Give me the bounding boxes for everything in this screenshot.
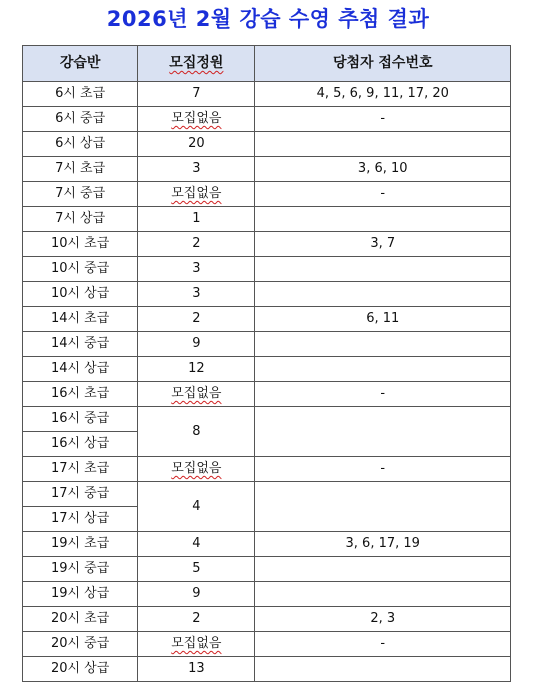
class-cell: 17시 중급 bbox=[23, 482, 138, 507]
table-row bbox=[23, 257, 511, 282]
table-row bbox=[23, 357, 511, 382]
page-title: 2026년 2월 강습 수영 추첨 결과 bbox=[106, 7, 430, 31]
class-cell: 7시 상급 bbox=[23, 207, 138, 232]
quota-cell: 13 bbox=[138, 657, 255, 682]
class-cell: 7시 초급 bbox=[23, 157, 138, 182]
class-cell: 14시 상급 bbox=[23, 357, 138, 382]
table-row bbox=[23, 207, 511, 232]
header-class: 강습반 bbox=[23, 46, 138, 82]
quota-none-label: 모집없음 bbox=[171, 461, 222, 476]
class-cell: 20시 중급 bbox=[23, 632, 138, 657]
winners-cell: 3, 6, 17, 19 bbox=[255, 532, 511, 557]
class-cell: 7시 중급 bbox=[23, 182, 138, 207]
winners-cell bbox=[255, 257, 511, 282]
quota-cell: 8 bbox=[138, 407, 255, 457]
quota-none-label: 모집없음 bbox=[171, 636, 222, 651]
quota-cell: 20 bbox=[138, 132, 255, 157]
winners-cell bbox=[255, 207, 511, 232]
quota-none-label: 모집없음 bbox=[171, 386, 222, 401]
lottery-results-table bbox=[22, 45, 511, 682]
winners-cell: - bbox=[255, 632, 511, 657]
quota-cell: 3 bbox=[138, 257, 255, 282]
quota-cell bbox=[138, 632, 255, 657]
table-row bbox=[23, 107, 511, 132]
winners-cell: 4, 5, 6, 9, 11, 17, 20 bbox=[255, 82, 511, 107]
table-row bbox=[23, 182, 511, 207]
winners-cell: 3, 6, 10 bbox=[255, 157, 511, 182]
table-row bbox=[23, 232, 511, 257]
winners-cell: - bbox=[255, 182, 511, 207]
quota-cell: 2 bbox=[138, 307, 255, 332]
table-row bbox=[23, 332, 511, 357]
table-row bbox=[23, 157, 511, 182]
class-cell: 16시 상급 bbox=[23, 432, 138, 457]
winners-cell bbox=[255, 557, 511, 582]
quota-cell: 2 bbox=[138, 232, 255, 257]
quota-cell: 5 bbox=[138, 557, 255, 582]
winners-cell: 3, 7 bbox=[255, 232, 511, 257]
table-row bbox=[23, 632, 511, 657]
class-cell: 19시 중급 bbox=[23, 557, 138, 582]
quota-cell: 3 bbox=[138, 282, 255, 307]
class-cell: 14시 중급 bbox=[23, 332, 138, 357]
table-row bbox=[23, 607, 511, 632]
class-cell: 10시 초급 bbox=[23, 232, 138, 257]
class-cell: 19시 초급 bbox=[23, 532, 138, 557]
class-cell: 20시 초급 bbox=[23, 607, 138, 632]
quota-cell: 4 bbox=[138, 532, 255, 557]
class-cell: 19시 상급 bbox=[23, 582, 138, 607]
winners-cell: 2, 3 bbox=[255, 607, 511, 632]
winners-cell: - bbox=[255, 107, 511, 132]
table-row bbox=[23, 307, 511, 332]
header-winners: 당첨자 접수번호 bbox=[255, 46, 511, 82]
class-cell: 17시 초급 bbox=[23, 457, 138, 482]
quota-cell bbox=[138, 382, 255, 407]
class-cell: 6시 상급 bbox=[23, 132, 138, 157]
header-quota bbox=[138, 46, 255, 82]
quota-cell: 2 bbox=[138, 607, 255, 632]
header-quota-label: 모집정원 bbox=[169, 55, 224, 71]
winners-cell bbox=[255, 657, 511, 682]
table-row bbox=[23, 532, 511, 557]
table-row bbox=[23, 132, 511, 157]
quota-cell bbox=[138, 107, 255, 132]
winners-cell bbox=[255, 582, 511, 607]
class-cell: 10시 상급 bbox=[23, 282, 138, 307]
table-row bbox=[23, 557, 511, 582]
table-row bbox=[23, 382, 511, 407]
table-row bbox=[23, 657, 511, 682]
quota-cell bbox=[138, 182, 255, 207]
winners-cell: - bbox=[255, 382, 511, 407]
class-cell: 14시 초급 bbox=[23, 307, 138, 332]
quota-cell: 4 bbox=[138, 482, 255, 532]
winners-cell bbox=[255, 282, 511, 307]
quota-cell: 12 bbox=[138, 357, 255, 382]
quota-cell bbox=[138, 457, 255, 482]
class-cell: 16시 중급 bbox=[23, 407, 138, 432]
winners-cell bbox=[255, 357, 511, 382]
quota-cell: 3 bbox=[138, 157, 255, 182]
quota-cell: 9 bbox=[138, 332, 255, 357]
table-row bbox=[23, 582, 511, 607]
quota-cell: 1 bbox=[138, 207, 255, 232]
class-cell: 10시 중급 bbox=[23, 257, 138, 282]
winners-cell bbox=[255, 407, 511, 457]
winners-cell: 6, 11 bbox=[255, 307, 511, 332]
quota-cell: 9 bbox=[138, 582, 255, 607]
quota-cell: 7 bbox=[138, 82, 255, 107]
table-row bbox=[23, 407, 511, 432]
quota-none-label: 모집없음 bbox=[171, 111, 222, 126]
class-cell: 17시 상급 bbox=[23, 507, 138, 532]
class-cell: 6시 초급 bbox=[23, 82, 138, 107]
header-row bbox=[23, 46, 511, 82]
table-row bbox=[23, 82, 511, 107]
winners-cell bbox=[255, 332, 511, 357]
class-cell: 6시 중급 bbox=[23, 107, 138, 132]
table-row bbox=[23, 482, 511, 507]
class-cell: 16시 초급 bbox=[23, 382, 138, 407]
table-row bbox=[23, 457, 511, 482]
class-cell: 20시 상급 bbox=[23, 657, 138, 682]
winners-cell: - bbox=[255, 457, 511, 482]
winners-cell bbox=[255, 482, 511, 532]
winners-cell bbox=[255, 132, 511, 157]
table-row bbox=[23, 282, 511, 307]
quota-none-label: 모집없음 bbox=[171, 186, 222, 201]
